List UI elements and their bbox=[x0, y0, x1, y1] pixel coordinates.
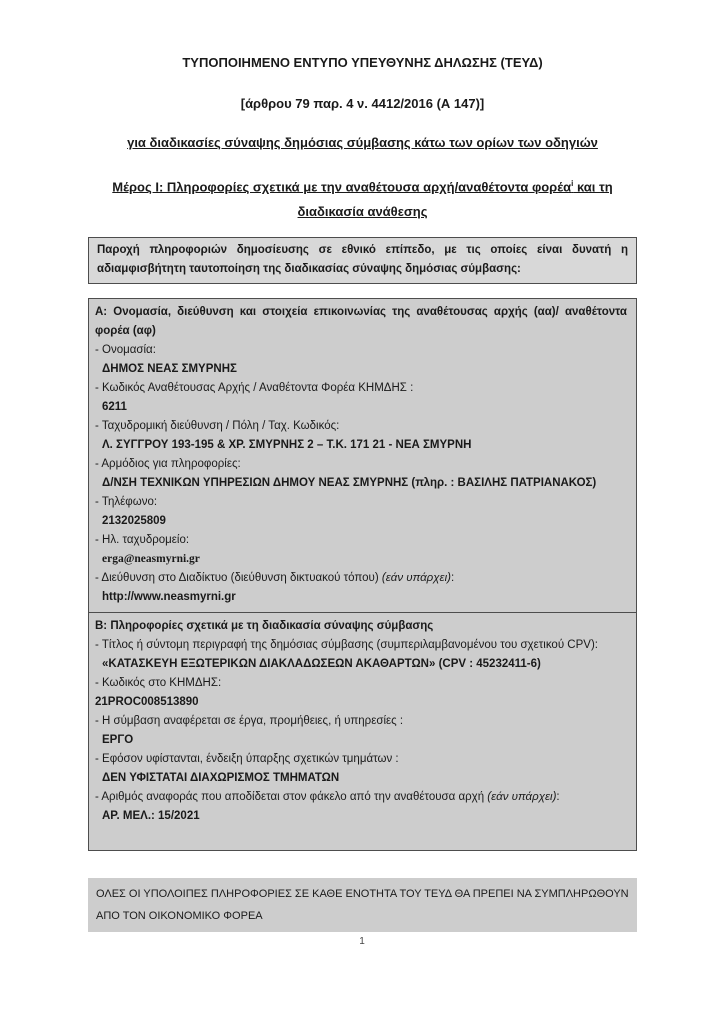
label-kimdis-record: - Κωδικός στο ΚΗΜΔΗΣ: bbox=[95, 677, 222, 690]
value-website: http://www.neasmyrni.gr bbox=[102, 591, 236, 604]
value-email: erga@neasmyrni.gr bbox=[102, 553, 200, 566]
label-phone: - Τηλέφωνο: bbox=[95, 496, 158, 509]
label-contact-person: - Αρμόδιος για πληροφορίες: bbox=[95, 458, 241, 471]
label-reference-number-colon: : bbox=[556, 791, 560, 804]
value-phone: 2132025809 bbox=[102, 515, 166, 528]
part-i-heading-main: Μέρος Ι: Πληροφορίες σχετικά με την αναθέτουσα αρχή/αναθέτοντα φορέα bbox=[112, 179, 572, 195]
footer-notice-box bbox=[88, 878, 637, 932]
label-reference-number bbox=[95, 788, 627, 807]
value-contact-person: Δ/ΝΣΗ ΤΕΧΝΙΚΩΝ ΥΠΗΡΕΣΙΩΝ ΔΗΜΟΥ ΝΕΑΣ ΣΜΥΡΝΗΣ (πληρ. : ΒΑΣΙΛΗΣ ΠΑΤΡΙΑΝΑΚΟΣ) bbox=[102, 477, 597, 490]
value-reference-number: ΑΡ. ΜΕΛ.: 15/2021 bbox=[102, 810, 200, 823]
label-contract-type: - Η σύμβαση αναφέρεται σε έργα, προμήθειες, ή υπηρεσίες : bbox=[95, 715, 404, 728]
part-i-heading bbox=[88, 171, 637, 224]
value-lots: ΔΕΝ ΥΦΙΣΤΑΤΑΙ ΔΙΑΧΩΡΙΣΜΟΣ ΤΜΗΜΑΤΩΝ bbox=[102, 772, 340, 785]
label-website-optional-note: (εάν υπάρχει) bbox=[381, 572, 451, 585]
label-email: - Ηλ. ταχυδρομείο: bbox=[95, 534, 190, 547]
footnote-i-marker: i bbox=[571, 179, 574, 188]
section-b-box bbox=[88, 612, 637, 851]
doc-article-subtitle: [άρθρου 79 παρ. 4 ν. 4412/2016 (Α 147)] bbox=[240, 96, 485, 111]
section-b-title: Β: Πληροφορίες σχετικά με τη διαδικασία σύναψης σύμβασης bbox=[95, 620, 434, 633]
label-lots: - Εφόσον υφίστανται, ένδειξη ύπαρξης σχετικών τμημάτων : bbox=[95, 753, 399, 766]
value-name: ΔΗΜΟΣ ΝΕΑΣ ΣΜΥΡΝΗΣ bbox=[102, 363, 237, 376]
part-i-heading-rest: και τη διαδικασία ανάθεσης bbox=[297, 179, 613, 220]
section-a-title: Α: Ονομασία, διεύθυνση και στοιχεία επικοινωνίας της αναθέτουσας αρχής (αα)/ αναθέτοντα φορέα (αφ) bbox=[95, 306, 627, 338]
value-contract-type: ΕΡΓΟ bbox=[102, 734, 134, 747]
doc-scope-subtitle: για διαδικασίες σύναψης δημόσιας σύμβασης κάτω των ορίων των οδηγιών bbox=[127, 135, 598, 150]
publication-notice-box bbox=[88, 237, 637, 284]
label-name: - Ονομασία: bbox=[95, 344, 156, 357]
page-number: 1 bbox=[359, 936, 365, 947]
section-a-box bbox=[88, 298, 637, 613]
label-reference-number-optional-note: (εάν υπάρχει) bbox=[487, 791, 557, 804]
publication-notice-text: Παροχή πληροφοριών δημοσίευσης σε εθνικό επίπεδο, με τις οποίες είναι δυνατή η αδιαμφισβήτητη ταυτοποίηση της διαδικασίας σύναψης δημόσιας σύμβασης: bbox=[97, 244, 628, 276]
value-kimdis-record: 21PROC008513890 bbox=[95, 696, 199, 709]
label-postal-address: - Ταχυδρομική διεύθυνση / Πόλη / Ταχ. Κωδικός: bbox=[95, 420, 340, 433]
label-website bbox=[95, 569, 627, 588]
label-website-colon: : bbox=[451, 572, 455, 585]
doc-title: ΤΥΠΟΠΟΙΗΜΕΝΟ ΕΝΤΥΠΟ ΥΠΕΥΘΥΝΗΣ ΔΗΛΩΣΗΣ (ΤΕΥΔ) bbox=[182, 55, 543, 70]
label-reference-number-text: - Αριθμός αναφοράς που αποδίδεται στον φάκελο από την αναθέτουσα αρχή bbox=[95, 791, 488, 804]
value-contract-title: «ΚΑΤΑΣΚΕΥΗ ΕΞΩΤΕΡΙΚΩΝ ΔΙΑΚΛΑΔΩΣΕΩΝ ΑΚΑΘΑΡΤΩΝ» (CPV : 45232411-6) bbox=[102, 658, 541, 671]
footer-notice-text: ΟΛΕΣ ΟΙ ΥΠΟΛΟΙΠΕΣ ΠΛΗΡΟΦΟΡΙΕΣ ΣΕ ΚΑΘΕ ΕΝΟΤΗΤΑ ΤΟΥ ΤΕΥΔ ΘΑ ΠΡΕΠΕΙ ΝΑ ΣΥΜΠΛΗΡΩΘΟΥΝ ΑΠΟ ΤΟΝ ΟΙΚΟΝΟΜΙΚΟ ΦΟΡΕΑ bbox=[96, 888, 629, 923]
label-kimdis-code: - Κωδικός Αναθέτουσας Αρχής / Αναθέτοντα Φορέα ΚΗΜΔΗΣ : bbox=[95, 382, 414, 395]
label-contract-title: - Τίτλος ή σύντομη περιγραφή της δημόσιας σύμβασης (συμπεριλαμβανομένου του σχετικού CPV): bbox=[95, 639, 598, 652]
label-website-text: - Διεύθυνση στο Διαδίκτυο (διεύθυνση δικτυακού τόπου) bbox=[95, 572, 382, 585]
value-kimdis-code: 6211 bbox=[102, 401, 127, 414]
value-postal-address: Λ. ΣΥΓΓΡΟΥ 193-195 & ΧΡ. ΣΜΥΡΝΗΣ 2 – Τ.Κ. 171 21 - ΝΕΑ ΣΜΥΡΝΗ bbox=[102, 439, 472, 452]
